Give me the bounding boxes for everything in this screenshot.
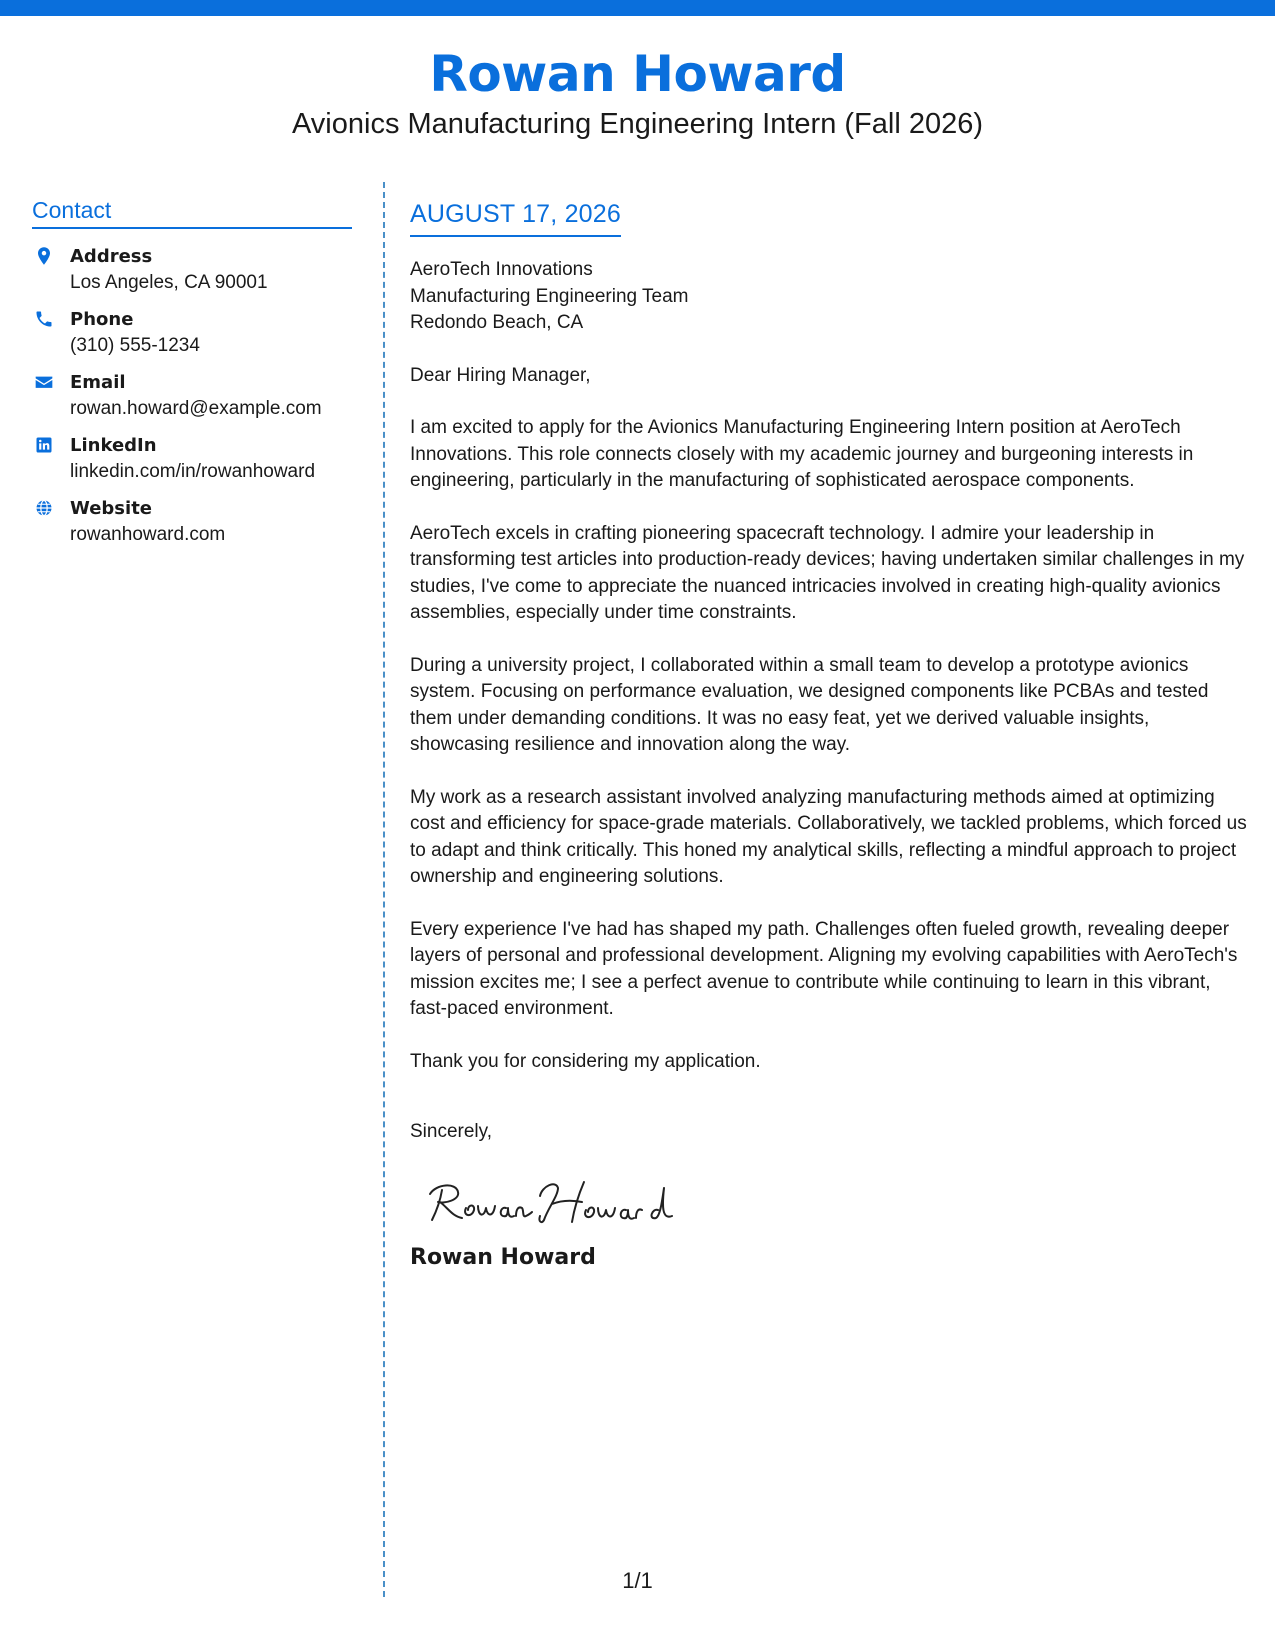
page-number: 1/1 (622, 1568, 653, 1593)
letter-date: AUGUST 17, 2026 (410, 198, 621, 237)
paragraph: My work as a research assistant involved analyzing manufacturing methods aimed at optimizing cost and efficiency for space-grade materials. Collaboratively, we tackled problems, which forced us to adapt and think critically. This honed my analytical skills, reflecting a mindful approach to project ownership and engineering solutions. (410, 786, 1247, 887)
paragraph: AeroTech excels in crafting pioneering spacecraft technology. I admire your leadership in transforming test articles into production-ready devices; having undertaken similar challenges in my studies, I've come to appreciate the nuanced intricacies involved in creating high-quality avionics assemblies, especially under time constraints. (410, 522, 1245, 623)
linkedin-icon (34, 435, 54, 455)
recipient-location: Redondo Beach, CA (410, 312, 584, 333)
contact-label: Email (70, 372, 126, 393)
linkedin-value[interactable]: linkedin.com/in/rowanhoward (70, 461, 316, 482)
job-title: Avionics Manufacturing Engineering Intern (Fall 2026) (291, 108, 983, 140)
contact-sidebar (32, 196, 352, 559)
closing-line: Thank you for considering my application. (410, 1050, 761, 1072)
recipient-team: Manufacturing Engineering Team (410, 285, 689, 307)
phone-icon (34, 309, 54, 329)
document-header (0, 40, 1275, 144)
signed-name: Rowan Howard (410, 1244, 596, 1270)
letter-body (410, 198, 1250, 1273)
recipient-company: AeroTech Innovations (410, 259, 593, 280)
column-divider (383, 182, 385, 1597)
phone-value: (310) 555-1234 (70, 335, 200, 356)
contact-item-linkedin (32, 433, 352, 484)
contact-label: LinkedIn (70, 435, 157, 456)
email-value[interactable]: rowan.howard@example.com (70, 398, 322, 419)
address-value: Los Angeles, CA 90001 (70, 272, 268, 293)
signoff: Sincerely, (410, 1121, 493, 1142)
envelope-icon (34, 372, 54, 392)
contact-label: Address (70, 246, 153, 267)
salutation: Dear Hiring Manager, (410, 364, 591, 386)
contact-item-address (32, 244, 352, 295)
map-pin-icon (34, 246, 54, 266)
paragraph: During a university project, I collaborated within a small team to develop a prototype avionics system. Focusing on performance evaluation, we designed components like PCBAs and tested them under demanding conditions. It was no easy feat, yet we derived valuable insights, showcasing resilience and innovation along the way. (410, 654, 1209, 755)
contact-label: Phone (70, 309, 134, 330)
applicant-name: Rowan Howard (429, 45, 846, 103)
contact-item-phone (32, 307, 352, 358)
website-value[interactable]: rowanhoward.com (70, 524, 226, 545)
globe-icon (34, 498, 54, 518)
recipient-block (410, 257, 1250, 337)
top-accent-bar (0, 0, 1275, 16)
contact-item-website (32, 496, 352, 547)
paragraph: Every experience I've had has shaped my path. Challenges often fueled growth, revealing deeper layers of personal and professional development. Aligning my evolving capabilities with AeroTech's mission excites me; I see a perfect avenue to contribute while continuing to learn in this vibrant, fast-paced environment. (410, 918, 1238, 1019)
contact-heading: Contact (32, 196, 352, 229)
handwritten-signature (422, 1166, 682, 1236)
contact-label: Website (70, 498, 153, 519)
contact-item-email (32, 370, 352, 421)
paragraph: I am excited to apply for the Avionics Manufacturing Engineering Intern position at AeroTech Innovations. This role connects closely with my academic journey and burgeoning interests in engineering, particularly in the manufacturing of sophisticated aerospace components. (410, 417, 1194, 491)
